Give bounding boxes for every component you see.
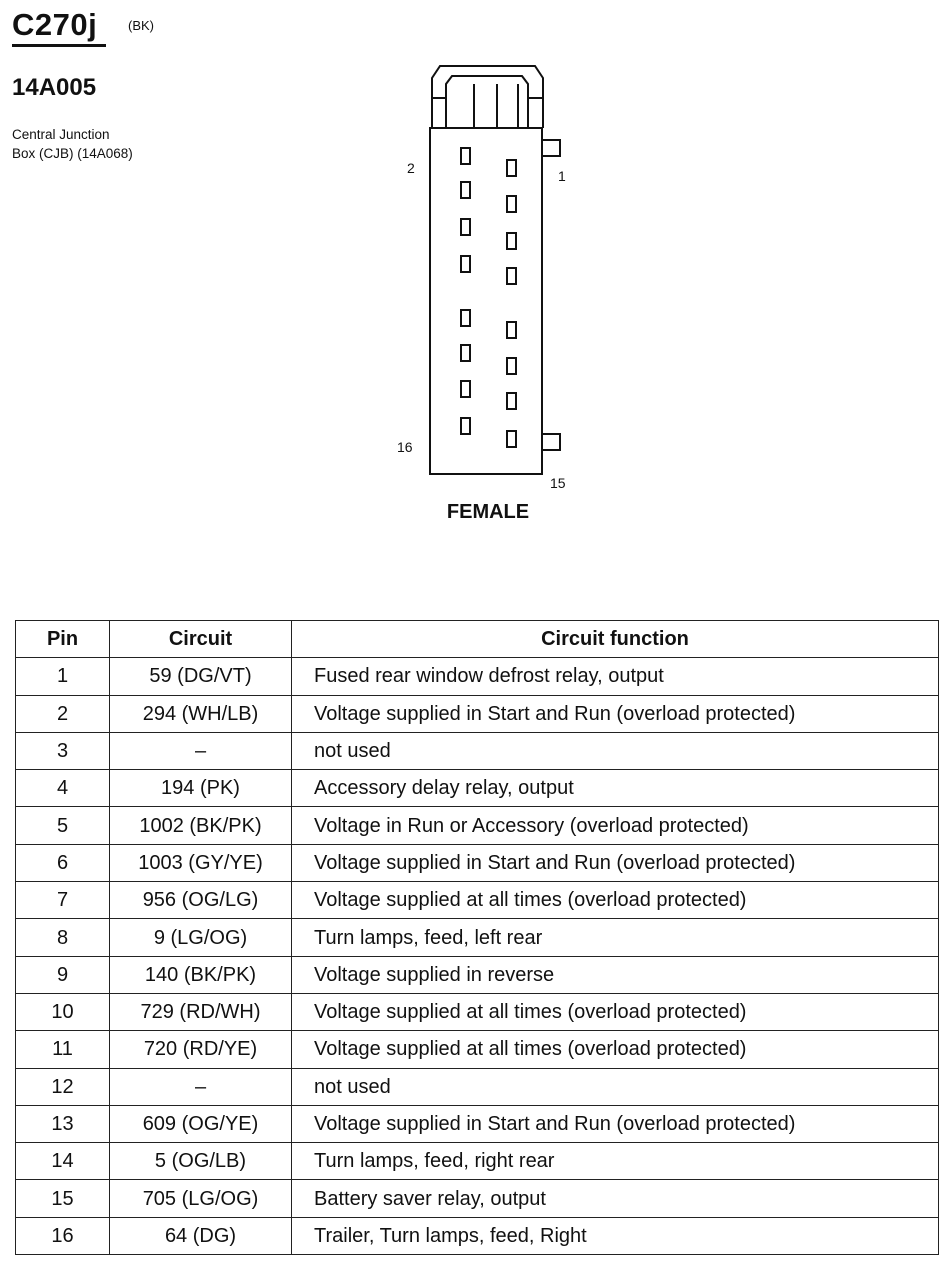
function-cell: Turn lamps, feed, left rear: [292, 919, 939, 956]
table-header-row: [16, 621, 939, 658]
pin-cell: 4: [16, 770, 110, 807]
function-cell: Voltage supplied in Start and Run (overload protected): [292, 695, 939, 732]
table-row: [16, 1143, 939, 1180]
pin-cavity: [507, 233, 516, 249]
pin-label-15: 15: [550, 475, 566, 491]
pin-label-1: 1: [558, 168, 566, 184]
pin-cell: 6: [16, 844, 110, 881]
pin-cavity: [507, 431, 516, 447]
pin-cavity: [461, 310, 470, 326]
table-row: [16, 807, 939, 844]
function-cell: Voltage supplied at all times (overload protected): [292, 882, 939, 919]
connector-id: C270j: [12, 7, 98, 42]
pin-cell: 8: [16, 919, 110, 956]
circuit-cell: 5 (OG/LB): [110, 1143, 292, 1180]
table-row: [16, 1217, 939, 1254]
function-cell: not used: [292, 1068, 939, 1105]
circuit-cell: 1002 (BK/PK): [110, 807, 292, 844]
key-top-right: [542, 140, 560, 156]
circuit-cell: 956 (OG/LG): [110, 882, 292, 919]
pin-cavity: [461, 256, 470, 272]
function-cell: Trailer, Turn lamps, feed, Right: [292, 1217, 939, 1254]
header-pin: Pin: [16, 621, 110, 658]
table-row: [16, 882, 939, 919]
pin-cavity: [461, 219, 470, 235]
circuit-cell: 729 (RD/WH): [110, 993, 292, 1030]
pin-cell: 7: [16, 882, 110, 919]
pin-label-2: 2: [407, 160, 415, 176]
circuit-cell: 140 (BK/PK): [110, 956, 292, 993]
table-row: [16, 1180, 939, 1217]
pin-cavity: [507, 268, 516, 284]
connector-color: (BK): [128, 18, 154, 33]
pin-cavity: [507, 358, 516, 374]
pin-cavity: [461, 418, 470, 434]
circuit-cell: 609 (OG/YE): [110, 1105, 292, 1142]
key-bottom-right: [542, 434, 560, 450]
pin-cell: 11: [16, 1031, 110, 1068]
table-row: [16, 732, 939, 769]
circuit-cell: 294 (WH/LB): [110, 695, 292, 732]
function-cell: Voltage supplied in Start and Run (overload protected): [292, 1105, 939, 1142]
locking-tab-inner: [446, 76, 528, 128]
function-cell: Battery saver relay, output: [292, 1180, 939, 1217]
pin-cavity: [507, 160, 516, 176]
connector-body: [430, 128, 542, 474]
circuit-cell: 194 (PK): [110, 770, 292, 807]
pin-cell: 9: [16, 956, 110, 993]
pin-cell: 16: [16, 1217, 110, 1254]
pin-cell: 1: [16, 658, 110, 695]
pin-cell: 14: [16, 1143, 110, 1180]
function-cell: Voltage supplied at all times (overload protected): [292, 993, 939, 1030]
table-row: [16, 1068, 939, 1105]
pin-cavity: [507, 322, 516, 338]
pinout-table: [15, 620, 939, 1255]
header-circuit-function: Circuit function: [292, 621, 939, 658]
circuit-cell: 1003 (GY/YE): [110, 844, 292, 881]
function-cell: Voltage supplied in Start and Run (overload protected): [292, 844, 939, 881]
table-row: [16, 1105, 939, 1142]
description-line-1: Central Junction: [12, 127, 110, 142]
circuit-cell: 9 (LG/OG): [110, 919, 292, 956]
pin-cell: 3: [16, 732, 110, 769]
circuit-cell: 59 (DG/VT): [110, 658, 292, 695]
function-cell: Voltage supplied in reverse: [292, 956, 939, 993]
pin-cavity: [507, 196, 516, 212]
table-row: [16, 919, 939, 956]
circuit-cell: 720 (RD/YE): [110, 1031, 292, 1068]
function-cell: Turn lamps, feed, right rear: [292, 1143, 939, 1180]
table-row: [16, 993, 939, 1030]
function-cell: Accessory delay relay, output: [292, 770, 939, 807]
pin-cell: 10: [16, 993, 110, 1030]
header-circuit: Circuit: [110, 621, 292, 658]
pin-cell: 13: [16, 1105, 110, 1142]
pin-cell: 5: [16, 807, 110, 844]
function-cell: Voltage in Run or Accessory (overload protected): [292, 807, 939, 844]
pin-cavity: [461, 148, 470, 164]
pin-cavity: [461, 381, 470, 397]
table-row: [16, 844, 939, 881]
circuit-cell: –: [110, 1068, 292, 1105]
table-row: [16, 658, 939, 695]
function-cell: Fused rear window defrost relay, output: [292, 658, 939, 695]
connector-face-diagram: [0, 0, 951, 560]
circuit-cell: 64 (DG): [110, 1217, 292, 1254]
pin-cell: 12: [16, 1068, 110, 1105]
pin-cavity: [461, 345, 470, 361]
part-number: 14A005: [12, 74, 97, 101]
pin-cavities: [461, 148, 516, 447]
pin-label-16: 16: [397, 439, 413, 455]
circuit-cell: 705 (LG/OG): [110, 1180, 292, 1217]
function-cell: Voltage supplied at all times (overload protected): [292, 1031, 939, 1068]
function-cell: not used: [292, 732, 939, 769]
pin-cavity: [461, 182, 470, 198]
gender-label: FEMALE: [446, 501, 530, 523]
pin-cell: 2: [16, 695, 110, 732]
description-line-2: Box (CJB) (14A068): [12, 146, 133, 161]
table-row: [16, 770, 939, 807]
table-row: [16, 695, 939, 732]
pin-cavity: [507, 393, 516, 409]
table-row: [16, 1031, 939, 1068]
table-row: [16, 956, 939, 993]
pin-cell: 15: [16, 1180, 110, 1217]
circuit-cell: –: [110, 732, 292, 769]
